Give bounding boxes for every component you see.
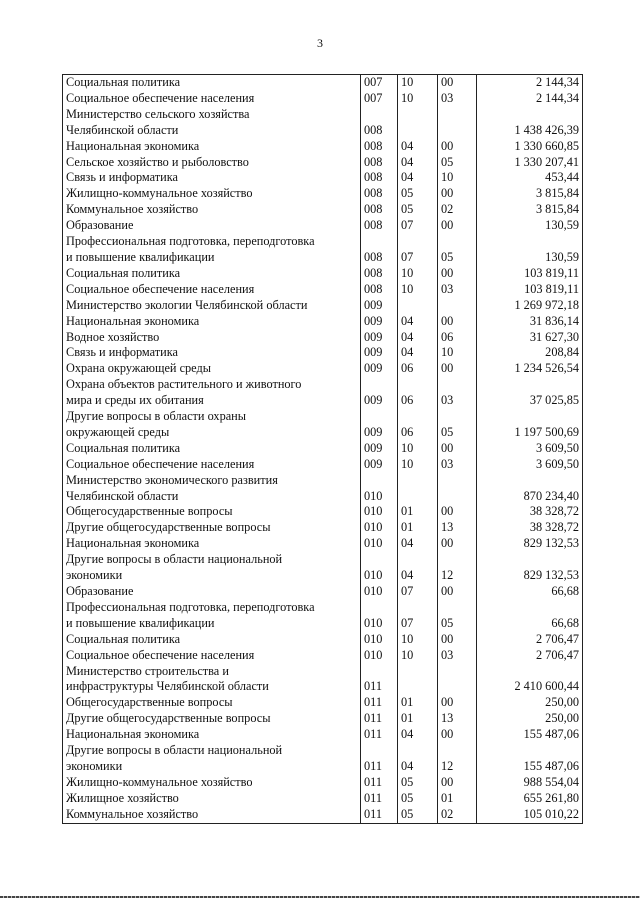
subsection-code-cell	[438, 107, 477, 139]
table-row	[63, 314, 583, 330]
administrator-code-cell: 011	[361, 727, 398, 743]
subsection-code-cell: 00	[438, 775, 477, 791]
subsection-code-cell: 03	[438, 377, 477, 409]
administrator-code-cell: 010	[361, 648, 398, 664]
subsection-code-cell: 00	[438, 632, 477, 648]
administrator-code-cell: 008	[361, 218, 398, 234]
amount-cell: 3 609,50	[477, 457, 583, 473]
amount-cell: 208,84	[477, 345, 583, 361]
item-name-line: Другие вопросы в области охраны	[66, 409, 247, 424]
table-row	[63, 186, 583, 202]
item-name-line: Профессиональная подготовка, переподготовка	[66, 599, 315, 614]
administrator-code-cell: 008	[361, 107, 398, 139]
item-name-line: Социальная политика	[66, 440, 181, 455]
administrator-code-cell: 009	[361, 441, 398, 457]
section-code-cell: 04	[398, 345, 438, 361]
item-name-line: Министерство сельского хозяйства	[66, 106, 250, 121]
amount-cell: 829 132,53	[477, 552, 583, 584]
item-name-line: Социальное обеспечение населения	[66, 90, 255, 105]
amount-cell: 3 815,84	[477, 186, 583, 202]
administrator-code-cell: 009	[361, 314, 398, 330]
item-name-line: Министерство экономического развития	[66, 472, 278, 487]
section-code-cell	[398, 473, 438, 505]
table-row	[63, 743, 583, 775]
item-name-line: Образование	[66, 218, 134, 233]
item-name-cell	[63, 520, 361, 536]
table-row	[63, 218, 583, 234]
subsection-code-cell: 05	[438, 234, 477, 266]
amount-cell: 2 706,47	[477, 632, 583, 648]
page-number: 3	[317, 36, 323, 50]
subsection-code-cell: 00	[438, 218, 477, 234]
subsection-code-cell: 03	[438, 457, 477, 473]
section-code-cell: 01	[398, 520, 438, 536]
table-row	[63, 409, 583, 441]
amount-cell: 2 706,47	[477, 648, 583, 664]
subsection-code-cell: 00	[438, 75, 477, 91]
administrator-code-cell: 009	[361, 377, 398, 409]
table-row	[63, 377, 583, 409]
amount-cell: 453,44	[477, 170, 583, 186]
item-name-line: Национальная экономика	[66, 313, 200, 328]
section-code-cell: 07	[398, 234, 438, 266]
section-code-cell: 07	[398, 600, 438, 632]
administrator-code-cell: 010	[361, 536, 398, 552]
item-name-line: мира и среды их обитания	[66, 393, 204, 408]
section-code-cell: 10	[398, 91, 438, 107]
item-name-cell	[63, 632, 361, 648]
item-name-cell	[63, 155, 361, 171]
table-row	[63, 775, 583, 791]
item-name-line: Жилищное хозяйство	[66, 790, 179, 805]
administrator-code-cell: 008	[361, 282, 398, 298]
amount-cell: 1 197 500,69	[477, 409, 583, 441]
item-name-line: Сельское хозяйство и рыболовство	[66, 154, 249, 169]
subsection-code-cell: 00	[438, 139, 477, 155]
item-name-cell	[63, 107, 361, 139]
item-name-line: Национальная экономика	[66, 536, 200, 551]
subsection-code-cell: 13	[438, 711, 477, 727]
administrator-code-cell: 009	[361, 409, 398, 441]
item-name-line: Охрана окружающей среды	[66, 361, 211, 376]
subsection-code-cell: 06	[438, 330, 477, 346]
administrator-code-cell: 008	[361, 170, 398, 186]
item-name-line: Социальная политика	[66, 75, 181, 89]
table-row	[63, 727, 583, 743]
amount-cell: 2 144,34	[477, 91, 583, 107]
administrator-code-cell: 008	[361, 155, 398, 171]
section-code-cell: 06	[398, 409, 438, 441]
subsection-code-cell: 00	[438, 536, 477, 552]
subsection-code-cell: 03	[438, 282, 477, 298]
administrator-code-cell: 011	[361, 695, 398, 711]
subsection-code-cell: 12	[438, 743, 477, 775]
item-name-line: Социальное обеспечение населения	[66, 647, 255, 662]
subsection-code-cell: 00	[438, 504, 477, 520]
item-name-line: Министерство экологии Челябинской области	[66, 297, 308, 312]
administrator-code-cell: 011	[361, 807, 398, 823]
section-code-cell	[398, 664, 438, 696]
item-name-cell	[63, 409, 361, 441]
amount-cell: 250,00	[477, 711, 583, 727]
budget-table	[62, 74, 583, 824]
item-name-cell	[63, 536, 361, 552]
section-code-cell	[398, 298, 438, 314]
subsection-code-cell	[438, 298, 477, 314]
administrator-code-cell: 010	[361, 632, 398, 648]
subsection-code-cell: 00	[438, 584, 477, 600]
item-name-line: экономики	[66, 758, 123, 773]
item-name-line: Коммунальное хозяйство	[66, 806, 199, 821]
administrator-code-cell: 010	[361, 584, 398, 600]
item-name-line: Национальная экономика	[66, 727, 200, 742]
item-name-line: Жилищно-коммунальное хозяйство	[66, 186, 253, 201]
item-name-cell	[63, 504, 361, 520]
budget-table-body	[63, 75, 583, 824]
item-name-line: Другие вопросы в области национальной	[66, 552, 283, 567]
table-row	[63, 345, 583, 361]
amount-cell: 3 609,50	[477, 441, 583, 457]
item-name-line: Челябинской области	[66, 122, 179, 137]
table-row	[63, 695, 583, 711]
amount-cell: 2 410 600,44	[477, 664, 583, 696]
table-row	[63, 139, 583, 155]
item-name-line: Другие вопросы в области национальной	[66, 743, 283, 758]
subsection-code-cell	[438, 664, 477, 696]
item-name-cell	[63, 600, 361, 632]
section-code-cell: 04	[398, 552, 438, 584]
table-row	[63, 473, 583, 505]
section-code-cell: 10	[398, 632, 438, 648]
section-code-cell: 04	[398, 330, 438, 346]
administrator-code-cell: 009	[361, 345, 398, 361]
table-row	[63, 107, 583, 139]
amount-cell: 3 815,84	[477, 202, 583, 218]
administrator-code-cell: 009	[361, 330, 398, 346]
administrator-code-cell: 008	[361, 186, 398, 202]
subsection-code-cell: 02	[438, 202, 477, 218]
item-name-cell	[63, 648, 361, 664]
item-name-cell	[63, 457, 361, 473]
item-name-cell	[63, 775, 361, 791]
administrator-code-cell: 009	[361, 298, 398, 314]
administrator-code-cell: 008	[361, 234, 398, 266]
amount-cell: 103 819,11	[477, 266, 583, 282]
item-name-cell	[63, 170, 361, 186]
item-name-cell	[63, 202, 361, 218]
item-name-cell	[63, 695, 361, 711]
item-name-line: Общегосударственные вопросы	[66, 695, 233, 710]
subsection-code-cell: 00	[438, 727, 477, 743]
item-name-cell	[63, 345, 361, 361]
amount-cell: 1 330 207,41	[477, 155, 583, 171]
subsection-code-cell: 00	[438, 361, 477, 377]
administrator-code-cell: 011	[361, 791, 398, 807]
item-name-line: и повышение квалификации	[66, 615, 215, 630]
section-code-cell: 10	[398, 648, 438, 664]
subsection-code-cell: 00	[438, 441, 477, 457]
amount-cell: 130,59	[477, 218, 583, 234]
subsection-code-cell: 00	[438, 186, 477, 202]
amount-cell: 103 819,11	[477, 282, 583, 298]
table-row	[63, 648, 583, 664]
item-name-line: Национальная экономика	[66, 138, 200, 153]
administrator-code-cell: 008	[361, 266, 398, 282]
amount-cell: 38 328,72	[477, 504, 583, 520]
section-code-cell: 04	[398, 314, 438, 330]
administrator-code-cell: 010	[361, 520, 398, 536]
amount-cell: 66,68	[477, 584, 583, 600]
administrator-code-cell: 011	[361, 775, 398, 791]
item-name-line: окружающей среды	[66, 424, 170, 439]
table-row	[63, 504, 583, 520]
subsection-code-cell: 00	[438, 695, 477, 711]
item-name-cell	[63, 186, 361, 202]
administrator-code-cell: 007	[361, 91, 398, 107]
section-code-cell: 05	[398, 791, 438, 807]
amount-cell: 37 025,85	[477, 377, 583, 409]
item-name-cell	[63, 807, 361, 823]
section-code-cell: 04	[398, 536, 438, 552]
item-name-line: Другие общегосударственные вопросы	[66, 520, 271, 535]
administrator-code-cell: 011	[361, 743, 398, 775]
subsection-code-cell: 01	[438, 791, 477, 807]
item-name-line: Челябинской области	[66, 488, 179, 503]
administrator-code-cell: 010	[361, 473, 398, 505]
amount-cell: 155 487,06	[477, 743, 583, 775]
section-code-cell: 01	[398, 504, 438, 520]
table-row	[63, 155, 583, 171]
item-name-cell	[63, 473, 361, 505]
administrator-code-cell: 008	[361, 139, 398, 155]
section-code-cell: 10	[398, 266, 438, 282]
administrator-code-cell: 007	[361, 75, 398, 91]
table-row	[63, 441, 583, 457]
table-row	[63, 584, 583, 600]
administrator-code-cell: 010	[361, 552, 398, 584]
item-name-cell	[63, 743, 361, 775]
section-code-cell: 06	[398, 361, 438, 377]
section-code-cell: 05	[398, 775, 438, 791]
administrator-code-cell: 009	[361, 361, 398, 377]
table-row	[63, 600, 583, 632]
table-row	[63, 361, 583, 377]
item-name-line: Жилищно-коммунальное хозяйство	[66, 774, 253, 789]
administrator-code-cell: 010	[361, 600, 398, 632]
table-row	[63, 536, 583, 552]
subsection-code-cell: 00	[438, 266, 477, 282]
item-name-line: Социальная политика	[66, 265, 181, 280]
item-name-line: Охрана объектов растительного и животного	[66, 377, 302, 392]
subsection-code-cell: 05	[438, 409, 477, 441]
subsection-code-cell: 05	[438, 600, 477, 632]
table-row	[63, 457, 583, 473]
item-name-cell	[63, 377, 361, 409]
item-name-line: Социальное обеспечение населения	[66, 456, 255, 471]
item-name-cell	[63, 441, 361, 457]
item-name-cell	[63, 139, 361, 155]
item-name-line: Водное хозяйство	[66, 329, 160, 344]
scan-bottom-edge	[0, 896, 640, 898]
section-code-cell: 01	[398, 695, 438, 711]
section-code-cell: 05	[398, 202, 438, 218]
item-name-cell	[63, 791, 361, 807]
item-name-cell	[63, 314, 361, 330]
item-name-line: Профессиональная подготовка, переподготовка	[66, 234, 315, 249]
subsection-code-cell: 02	[438, 807, 477, 823]
section-code-cell: 04	[398, 727, 438, 743]
table-row	[63, 552, 583, 584]
amount-cell: 250,00	[477, 695, 583, 711]
item-name-line: и повышение квалификации	[66, 249, 215, 264]
item-name-cell	[63, 298, 361, 314]
amount-cell: 130,59	[477, 234, 583, 266]
section-code-cell: 04	[398, 743, 438, 775]
administrator-code-cell: 008	[361, 202, 398, 218]
subsection-code-cell: 12	[438, 552, 477, 584]
table-row	[63, 202, 583, 218]
table-row	[63, 234, 583, 266]
table-row	[63, 282, 583, 298]
section-code-cell: 07	[398, 584, 438, 600]
amount-cell: 38 328,72	[477, 520, 583, 536]
subsection-code-cell: 03	[438, 91, 477, 107]
section-code-cell: 04	[398, 139, 438, 155]
amount-cell: 1 330 660,85	[477, 139, 583, 155]
section-code-cell: 10	[398, 282, 438, 298]
table-row	[63, 520, 583, 536]
item-name-line: Социальная политика	[66, 631, 181, 646]
table-row	[63, 807, 583, 823]
item-name-cell	[63, 727, 361, 743]
administrator-code-cell: 009	[361, 457, 398, 473]
section-code-cell: 10	[398, 457, 438, 473]
item-name-cell	[63, 552, 361, 584]
item-name-cell	[63, 664, 361, 696]
section-code-cell: 10	[398, 75, 438, 91]
item-name-line: Министерство строительства и	[66, 663, 229, 678]
amount-cell: 1 234 526,54	[477, 361, 583, 377]
item-name-cell	[63, 361, 361, 377]
table-row	[63, 711, 583, 727]
amount-cell: 829 132,53	[477, 536, 583, 552]
item-name-line: Коммунальное хозяйство	[66, 202, 199, 217]
table-row	[63, 266, 583, 282]
item-name-cell	[63, 218, 361, 234]
table-row	[63, 170, 583, 186]
table-row	[63, 791, 583, 807]
item-name-cell	[63, 584, 361, 600]
administrator-code-cell: 011	[361, 664, 398, 696]
amount-cell: 988 554,04	[477, 775, 583, 791]
section-code-cell: 06	[398, 377, 438, 409]
section-code-cell: 07	[398, 218, 438, 234]
subsection-code-cell	[438, 473, 477, 505]
amount-cell: 870 234,40	[477, 473, 583, 505]
amount-cell: 105 010,22	[477, 807, 583, 823]
table-row	[63, 91, 583, 107]
table-row	[63, 330, 583, 346]
item-name-line: Связь и информатика	[66, 170, 178, 185]
amount-cell: 155 487,06	[477, 727, 583, 743]
amount-cell: 2 144,34	[477, 75, 583, 91]
subsection-code-cell: 13	[438, 520, 477, 536]
item-name-line: экономики	[66, 568, 123, 583]
item-name-cell	[63, 266, 361, 282]
item-name-cell	[63, 330, 361, 346]
item-name-line: Общегосударственные вопросы	[66, 504, 233, 519]
amount-cell: 31 836,14	[477, 314, 583, 330]
subsection-code-cell: 10	[438, 170, 477, 186]
administrator-code-cell: 011	[361, 711, 398, 727]
table-row	[63, 664, 583, 696]
subsection-code-cell: 00	[438, 314, 477, 330]
section-code-cell: 04	[398, 155, 438, 171]
item-name-cell	[63, 711, 361, 727]
item-name-cell	[63, 234, 361, 266]
amount-cell: 31 627,30	[477, 330, 583, 346]
amount-cell: 1 438 426,39	[477, 107, 583, 139]
section-code-cell	[398, 107, 438, 139]
item-name-cell	[63, 75, 361, 91]
item-name-cell	[63, 282, 361, 298]
item-name-line: Образование	[66, 584, 134, 598]
amount-cell: 66,68	[477, 600, 583, 632]
subsection-code-cell: 10	[438, 345, 477, 361]
section-code-cell: 10	[398, 441, 438, 457]
item-name-line: Социальное обеспечение населения	[66, 281, 255, 296]
item-name-line: Связь и информатика	[66, 345, 178, 360]
table-row	[63, 75, 583, 91]
section-code-cell: 04	[398, 170, 438, 186]
table-row	[63, 632, 583, 648]
subsection-code-cell: 05	[438, 155, 477, 171]
section-code-cell: 05	[398, 186, 438, 202]
administrator-code-cell: 010	[361, 504, 398, 520]
subsection-code-cell: 03	[438, 648, 477, 664]
item-name-cell	[63, 91, 361, 107]
item-name-line: инфраструктуры Челябинской области	[66, 679, 269, 694]
table-row	[63, 298, 583, 314]
item-name-line: Другие общегосударственные вопросы	[66, 711, 271, 726]
section-code-cell: 05	[398, 807, 438, 823]
section-code-cell: 01	[398, 711, 438, 727]
amount-cell: 1 269 972,18	[477, 298, 583, 314]
amount-cell: 655 261,80	[477, 791, 583, 807]
